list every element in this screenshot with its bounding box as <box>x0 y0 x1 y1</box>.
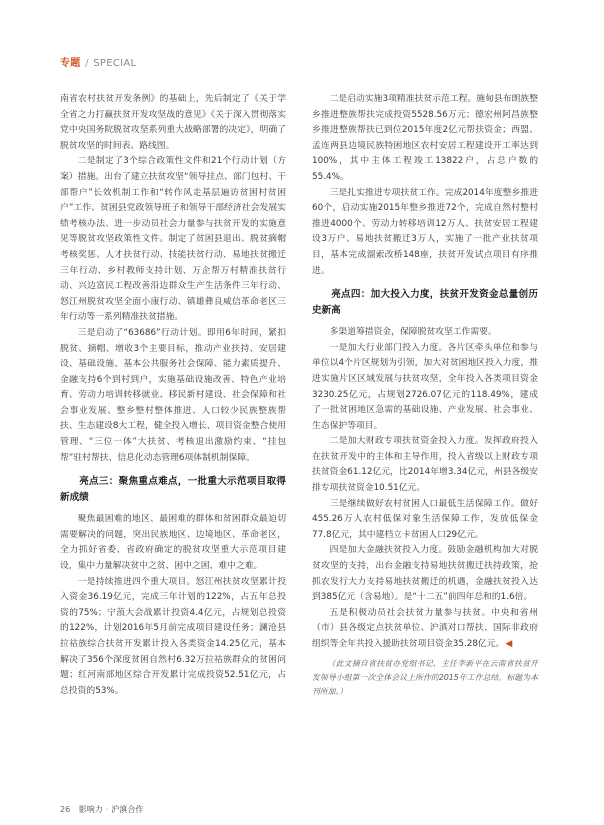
header-separator: / <box>85 58 89 69</box>
section-header <box>60 54 136 69</box>
paragraph-text: 五是积极动员社会扶贫力量参与扶贫。中央和省州（市）县各级定点扶贫单位、沪滇对口帮扶、国际非政府组织等全年共投入援助扶贫项目资金35.28亿元。 <box>312 607 538 649</box>
paragraph: 一是加大行业部门投入力度。各片区牵头单位和参与单位以4个片区规划为引领，加大对贫困地区投入力度，推进实施片区区域发展与扶贫攻坚，全年投入各类项目资金3230.25亿元，占规划2726.07亿元的118.49%，建成了一批贫困地区急需的基础设施、产业发展、社会事业、生态保护等项目。 <box>312 342 538 431</box>
page-number: 26 <box>60 805 71 814</box>
paragraph: 三是继续做好农村贫困人口最低生活保障工作。做好455.26万人农村低保对象生活保障工作，发放低保金77.8亿元，其中建档立卡贫困人口29亿元。 <box>312 498 538 540</box>
paragraph: 三是扎实推进专项扶贫工作。完成2014年度整乡推进60个，启动实施2015年整乡推进72个，完成自然村整村推进4000个、劳动力转移培训12万人、扶贫安居工程建设3万户、易地扶贫搬迁3万人，实施了一批产业扶贫项目，基本完成溜索改桥148座，扶贫开发试点项目有序推进。 <box>312 187 538 276</box>
paragraph: 一是持续推进四个重大项目。怒江州扶贫攻坚累计投入资金36.19亿元，完成三年计划的122%，占五年总投资的75%；宁蒗大会战累计投资4.4亿元，占规划总投资的122%，计划2016年5月前完成项目建设任务；澜沧县拉祜族综合扶贫开发累计投入各类资金14.25亿元，基本解决了356个深度贫困自然村6.32万拉祜族群众的贫困问题；红河南部地区综合开发累计完成投资52.51亿元，占总投资的53%。 <box>60 576 286 696</box>
end-of-article-icon: ◀ <box>505 639 513 649</box>
page-footer <box>60 804 143 815</box>
left-column <box>60 92 286 699</box>
paragraph: 聚焦最困难的地区、最困难的群体和贫困群众最迫切需要解决的问题，突出民族地区、边境地区、革命老区，全力抓好省委、省政府确定的脱贫攻坚重大示范项目建设，集中力量解决贫中之贫、困中之困、难中之难。 <box>60 514 286 572</box>
section-brand: 专题 <box>60 58 81 69</box>
paragraph: 南省农村扶贫开发条例》的基础上，先后制定了《关于学全省之力打赢扶贫开发攻坚战的意见》《关于深入贯彻落实党中央国务院脱贫攻坚系列重大战略部署的决定》，明确了脱贫攻坚的时间表、路线图。 <box>60 94 286 151</box>
publication-subtitle: 沪滇合作 <box>111 805 144 814</box>
right-column <box>312 92 538 699</box>
highlight-heading: 亮点三：聚焦重点难点，一批重大示范项目取得新成绩 <box>60 476 286 504</box>
paragraph: 二是启动实施3项精准扶贫示范工程。施甸县布朗族整乡推进整族帮扶完成投资5528.56万元；德宏州阿昌族整乡推进整族帮扶已到位2015年度2亿元帮扶资金；西盟、孟连两县边境民族特困地区农村安居工程建设开工率达到100%，其中主体工程竣工13822户，占总户数的55.4%。 <box>312 94 538 182</box>
paragraph: 多渠道筹措资金，保障脱贫攻坚工作需要。 <box>329 327 497 338</box>
paragraph: 三是启动了“63686”行动计划。即用6年时间，紧扣脱贫、摘帽、增收3个主要目标，推动产业扶持、安居建设、基础设施、基本公共服务社会保障、能力素质提升、金融支持6个到村到户，实施基础设施改善、特色产业培育、劳动力培训转移就业、移民新村建设、社会保障和社会事业发展、整乡整村整体推进、人口较少民族整族帮扶、生态建设8大工程，健全投入增长、项目资金整合使用管理、“三位一体”大扶贫、考核退出激励约束、“挂包帮”驻村帮扶、信息化动态管理6项体制机制保障。 <box>60 327 286 463</box>
paragraph: 四是加大金融扶贫投入力度。鼓励金融机构加大对脱贫攻坚的支持，出台金融支持易地扶贫搬迁扶持政策，抢抓农发行大力支持易地扶贫搬迁的机遇，金融扶贫投入达到385亿元（含易地）。是“十二五”前四年总和的1.6倍。 <box>312 545 538 603</box>
section-label: SPECIAL <box>93 58 137 69</box>
highlight-heading: 亮点四：加大投入力度，扶贫开发资金总量创历史新高 <box>312 289 538 317</box>
publication-name: 影响力 <box>78 805 103 814</box>
footer-dot: · <box>105 805 109 814</box>
paragraph: 二是制定了3个综合政策性文件和21个行动计划（方案）措施。出台了建立扶贫攻坚“领导挂点、部门包村、干部帮户”长效机制工作和“转作风走基层遍访贫困村贫困户”工作、贫困县党政领导班子和领导干部经济社会发展实绩考核办法、进一步动员社会力量参与扶贫开发的实施意见等脱贫攻坚政策性文件。制定了贫困县退出、脱贫摘帽考核奖惩、人才扶贫行动、技能扶贫行动、易地扶贫搬迁三年行动、乡村教师支持计划、万企帮万村精准扶贫行动、兴边富民工程改善沿边群众生产生活条件三年行动、怒江州脱贫攻坚全面小康行动、镇雄彝良威信革命老区三年行动等一系列精准扶贫措施。 <box>60 156 286 323</box>
paragraph: 二是加大财政专项扶贫资金投入力度。发挥政府投入在扶贫开发中的主体和主导作用，投入省级以上财政专项扶贫资金61.12亿元，比2014年增3.34亿元，州县各级安排专项扶贫资金10.51亿元。 <box>312 436 538 494</box>
paragraph-last <box>312 606 538 653</box>
source-note: （此文摘自省扶贫办党组书记、主任李新平在云南省扶贫开发领导小组第一次全体会议上所作的2015年工作总结。标题为本刊所加。） <box>312 658 538 696</box>
